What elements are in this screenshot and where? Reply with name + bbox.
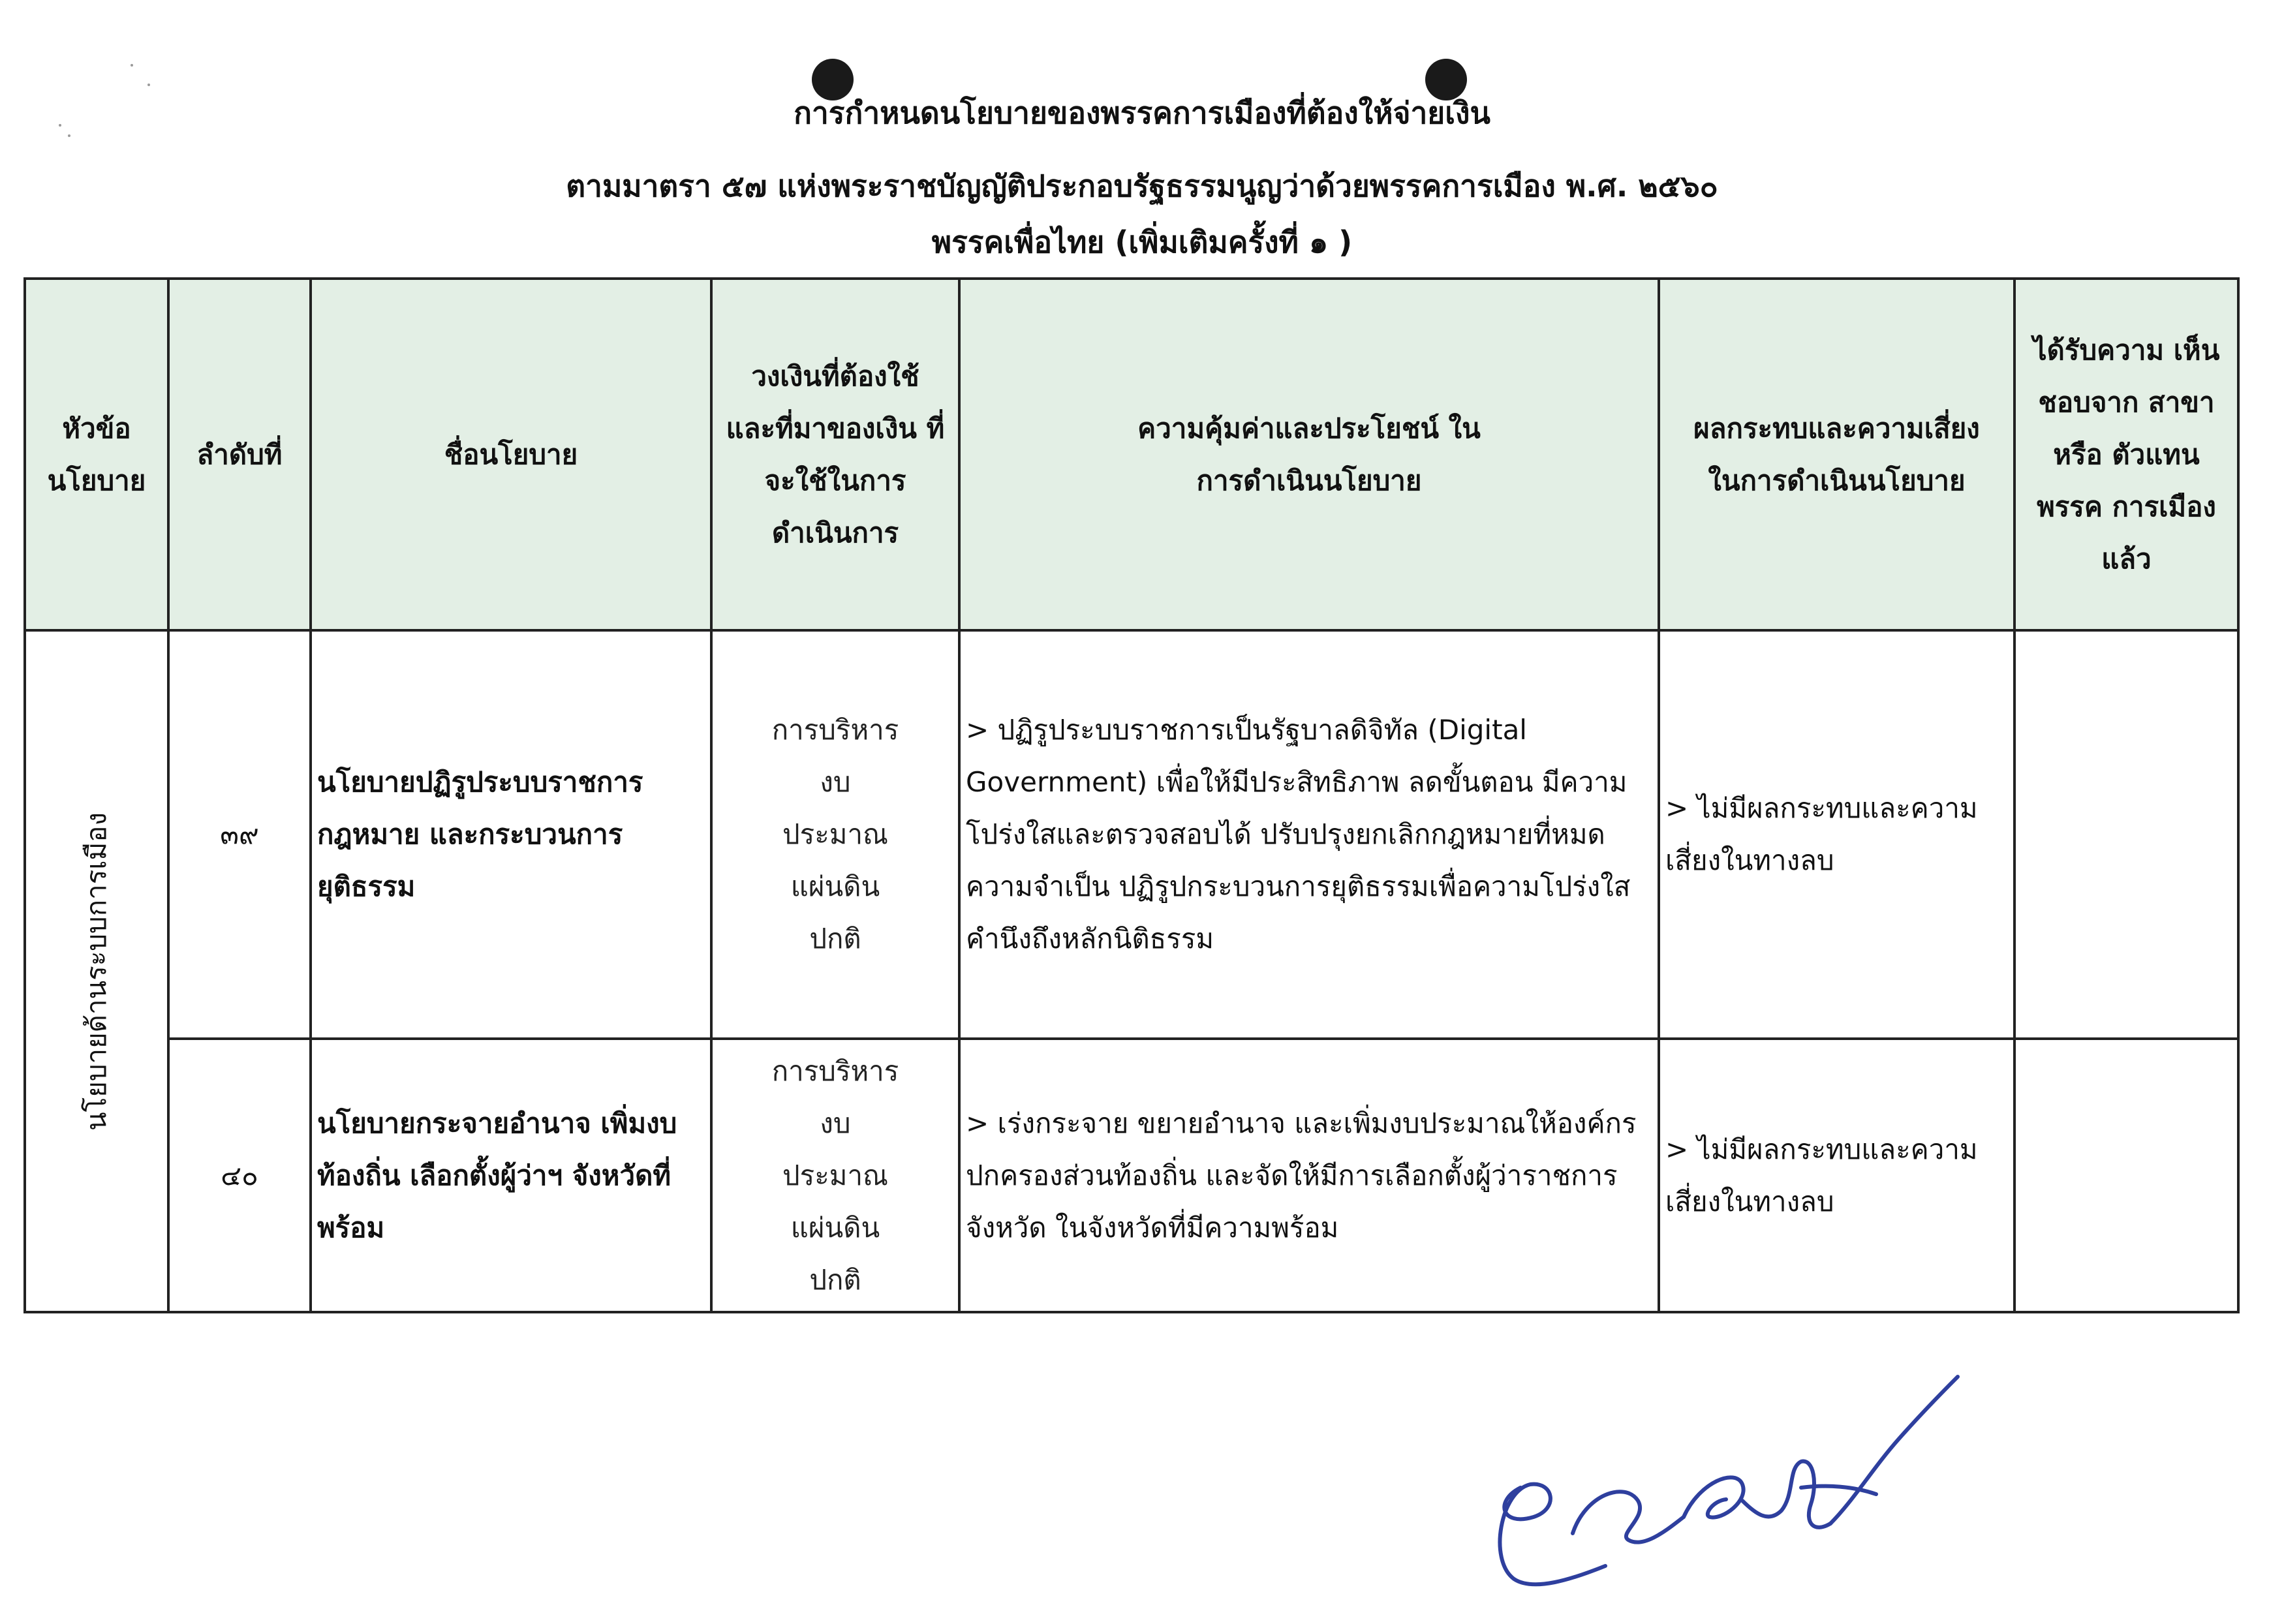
row-budget bbox=[711, 1039, 959, 1312]
row-value: > เร่งกระจาย ขยายอำนาจ และเพิ่มงบประมาณให้องค์กร ปกครองส่วนท้องถิ่น และจัดให้มีการเลือกตั้งผู้ว่าราชการ จังหวัด ในจังหวัดที่มีความพร้อม bbox=[959, 1039, 1659, 1312]
header-budget-text: วงเงินที่ต้องใช้ และที่มาของเงิน ที่จะใช้ในการ ดำเนินการ bbox=[726, 360, 945, 549]
row-order: ๔๐ bbox=[168, 1039, 311, 1312]
scan-speck bbox=[131, 64, 133, 67]
scan-speck bbox=[147, 84, 150, 86]
header-value-text: ความคุ้มค่าและประโยชน์ ในการดำเนินนโยบาย bbox=[1137, 412, 1481, 497]
header-topic-text: หัวข้อ นโยบาย bbox=[47, 412, 146, 497]
row-policy-name-text: นโยบายปฏิรูประบบราชการ กฎหมาย และกระบวนการ ยุติธรรม bbox=[317, 766, 643, 902]
document-title-line-2: ตามมาตรา ๕๗ แห่งพระราชบัญญัติประกอบรัฐธรรมนูญว่าด้วยพรรคการเมือง พ.ศ. ๒๕๖๐ bbox=[566, 168, 1718, 204]
header-risk-text: ผลกระทบและความเสี่ยง ในการดำเนินนโยบาย bbox=[1693, 412, 1980, 497]
scan-speck bbox=[68, 134, 70, 137]
header-approval bbox=[2014, 279, 2238, 630]
row-budget-text: การบริหาร งบประมาณ แผ่นดินปกติ bbox=[771, 1054, 899, 1296]
topic-group-cell bbox=[25, 630, 168, 1312]
policy-table bbox=[23, 277, 2240, 1313]
table-row bbox=[25, 1039, 2238, 1312]
row-risk-text: > ไม่มีผลกระทบและความ เสี่ยงในทางลบ bbox=[1665, 1133, 1978, 1218]
row-risk bbox=[1659, 1039, 2014, 1312]
row-order: ๓๙ bbox=[168, 630, 311, 1039]
row-approval bbox=[2014, 630, 2238, 1039]
row-risk-text: > ไม่มีผลกระทบและความ เสี่ยงในทางลบ bbox=[1665, 792, 1978, 876]
header-budget bbox=[711, 279, 959, 630]
header-topic bbox=[25, 279, 168, 630]
table-header-row bbox=[25, 279, 2238, 630]
row-budget-text: การบริหาร งบประมาณ แผ่นดินปกติ bbox=[771, 714, 899, 955]
row-policy-name-text: นโยบายกระจายอำนาจ เพิ่มงบ ท้องถิ่น เลือกตั้งผู้ว่าฯ จังหวัดที่ พร้อม bbox=[317, 1107, 677, 1244]
signature bbox=[1475, 1370, 1971, 1592]
row-budget bbox=[711, 630, 959, 1039]
header-name: ชื่อนโยบาย bbox=[311, 279, 711, 630]
row-risk bbox=[1659, 630, 2014, 1039]
document-title-line-1: การกำหนดนโยบายของพรรคการเมืองที่ต้องให้จ่ายเงิน bbox=[794, 95, 1490, 130]
header-value bbox=[959, 279, 1659, 630]
row-policy-name bbox=[311, 1039, 711, 1312]
header-approval-text: ได้รับความ เห็นชอบจาก สาขาหรือ ตัวแทนพรรค การเมืองแล้ว bbox=[2033, 333, 2220, 575]
row-value: > ปฏิรูประบบราชการเป็นรัฐบาลดิจิทัล (Digital Government) เพื่อให้มีประสิทธิภาพ ลดขั้นตอน มีความโปร่งใสและตรวจสอบได้ ปรับปรุงยกเลิกกฎหมายที่หมดความจำเป็น ปฏิรูปกระบวนการยุติธรรมเพื่อความโปร่งใส คำนึงถึงหลักนิติธรรม bbox=[959, 630, 1659, 1039]
row-policy-name bbox=[311, 630, 711, 1039]
topic-group-label: นโยบายด้านระบบการเมือง bbox=[80, 812, 112, 1131]
header-order: ลำดับที่ bbox=[168, 279, 311, 630]
header-risk bbox=[1659, 279, 2014, 630]
row-approval bbox=[2014, 1039, 2238, 1312]
table-row bbox=[25, 630, 2238, 1039]
document-title-line-3: พรรคเพื่อไทย (เพิ่มเติมครั้งที่ ๑ ) bbox=[931, 224, 1353, 260]
